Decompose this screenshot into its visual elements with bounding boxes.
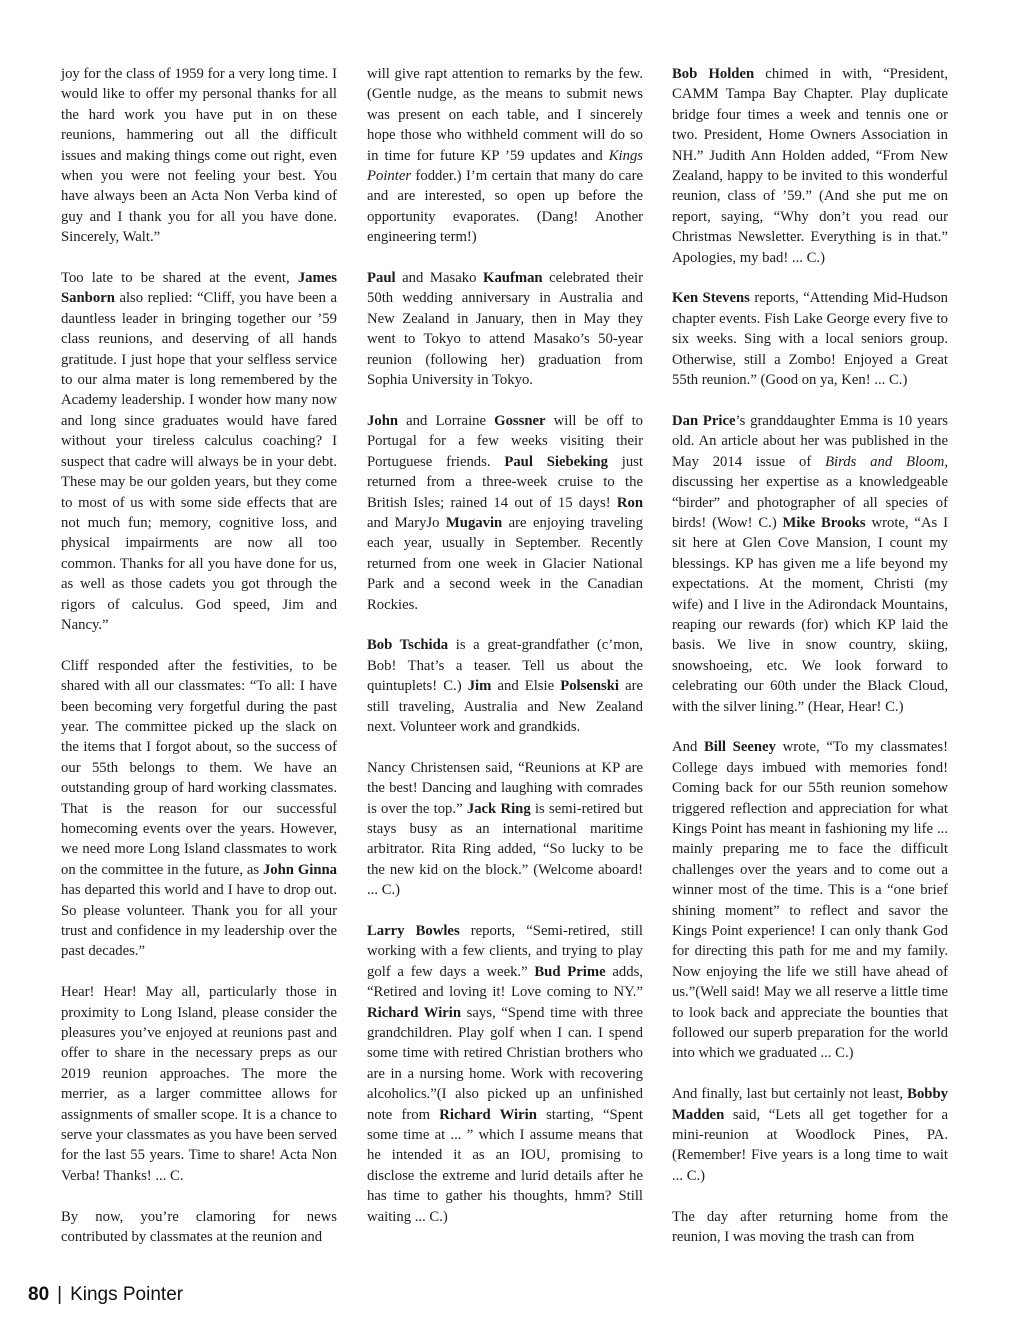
footer-separator: | [57,1284,63,1305]
italic-title: Birds and Bloom [825,453,945,470]
text-run: And finally, last but certainly not least, [672,1086,908,1103]
text-run: reports, “Attending Mid-Hudson chapter events. Fish Lake George every five to six weeks. Sing with a local seniors group. Otherwise, still a Zombo! Enjoyed a Great 55th reunion.” (Good on ya, Ken! ... C.) [672,290,949,389]
text-run: is a great-grandfather (c’mon, Bob! That’s a teaser. Tell us about the quintuplets! C.) [367,637,643,695]
name-highlight: John [367,412,399,429]
name-highlight: Dan Price [672,412,736,429]
text-run: and MaryJo [367,514,446,531]
name-highlight: Bobby Madden [672,1086,948,1123]
text-run: said, “Lets all get together for a mini-reunion at Woodlock Pines, PA. (Remember! Five years is a long time to wait ... C.) [672,1106,948,1184]
paragraph [61,268,337,635]
paragraph [367,268,643,390]
text-run: wrote, “To my classmates! College days imbued with memories fond! Coming back for our 55th reunion somehow triggered reflection and appreciation for what Kings Point has meant in fashioning my life ... mainly preparing me to face the difficult challenges over the years and to come out a winner most of the time. This is a “one brief shining moment” to reflect and savor the Kings Point experience! I can only thank God for directing this path for me and my family. Now enjoying the life we still have ahead of us.”(Well said! May we all reserve a little time to look back and appreciate the bounties that followed our superb preparation for the world into which we graduated ... C.) [672,739,948,1062]
name-highlight: Bill Seeney [703,739,776,756]
text-run: The day after returning home from the reunion, I was moving the trash can from [672,1208,948,1246]
name-highlight: Paul Siebeking [504,453,608,470]
publication-name: Kings Pointer [70,1284,184,1305]
text-column-1 [61,64,337,1248]
name-highlight: Jim [467,678,492,695]
name-highlight: James Sanborn [61,270,337,307]
text-run: also replied: “Cliff, you have been a dauntless leader in bringing together our ’59 class reunions, and deserving of all hands gratitude. I just hope that your selfless service to our alma mater is long remembered by the Academy leadership. I wonder how many now and long since graduates would have fared without your tireless calculus coaching? I suspect that cadre will always be in your debt. These may be our golden years, but they come to most of us with some side effects that are not much fun; memory, cognitive loss, and physical impairments are now all too common. Thanks for all you have done for us, as well as those cadets you got through the rigors of calculus. God speed, Jim and Nancy.” [61,290,337,633]
text-run: will be off to Portugal for a few weeks visiting their Portuguese friends. [367,412,643,470]
paragraph [367,64,643,248]
name-highlight: Jack Ring [466,800,531,817]
text-run: just returned from a three-week cruise to the British Isles; rained 14 out of 15 days! [367,453,643,511]
text-run: starting, “Spent some time at ... ” which I assume means that he intended it as an IOU, promising to disclose the extreme and lurid details after he has time to gather his thoughts, hmm? Still waiting ... C.) [367,1106,643,1225]
text-run: are still traveling, Australia and New Zealand next. Volunteer work and grandkids. [367,678,643,735]
text-column-2 [367,64,643,1227]
italic-title: Kings Pointer [367,147,643,185]
name-highlight: Larry Bowles [367,922,460,939]
text-run: , discussing her expertise as a knowledgeable “birder” and photographer of all species of birds! (Wow! C.) [672,453,948,531]
paragraph [672,288,948,390]
name-highlight: Mike Brooks [782,514,866,531]
text-run: Cliff responded after the festivities, to be shared with all our classmates: “To all: I have been becoming very forgetful during the past year. The committee picked up the slack on the items that I forgot about, so the success of our 55th belongs to them. We have an outstanding group of hard working classmates. That is the reason for our successful homecoming events over the years. However, we need more Long Island classmates to work on the committee in the future, as [61,657,337,878]
paragraph [672,737,948,1064]
page-number: 80 [28,1284,50,1305]
paragraph [367,758,643,901]
text-run: is semi-retired but stays busy as an international maritime arbitrator. Rita Ring added, “So lucky to be the new kid on the block.” (Welcome aboard! ... C.) [367,800,643,899]
name-highlight: Bob Tschida [367,637,449,654]
text-run: Hear! Hear! May all, particularly those in proximity to Long Island, please consider the pleasures you’ve enjoyed at reunions past and offer to share in the necessary preps as our 2019 reunion approaches. The more the merrier, as a larger committee allows for assignments of smaller scope. It is a chance to serve your classmates as you have been served for the last 55 years. Time to share! Acta Non Verba! Thanks! ... C. [61,984,337,1184]
text-run: ’s granddaughter Emma is 10 years old. An article about her was published in the May 2014 issue of [672,412,949,470]
text-run: will give rapt attention to remarks by the few. (Gentle nudge, as the means to submit news was present on each table, and I sincerely hope those who withheld comment will do so in time for future KP ’59 updates and [367,66,643,164]
name-highlight: Kaufman [483,270,543,287]
text-run: Nancy Christensen said, “Reunions at KP are the best! Dancing and laughing with comrades is over the top.” [367,759,643,817]
text-run: are enjoying traveling each year, usually in September. Recently returned from one week in Glacier National Park and a second week in the Canadian Rockies. [367,514,643,613]
text-run: and Elsie [491,678,561,695]
paragraph [61,1207,337,1248]
name-highlight: Richard Wirin [367,1004,462,1021]
text-run: chimed in with, “President, CAMM Tampa Bay Chapter. Play duplicate bridge four times a week and tennis one or two. President, Home Owners Association in NH.” Judith Ann Holden added, “From New Zealand, happy to be invited to this wonderful reunion, class of ’59.” (And she put me on report, saying, “Why don’t you read our Christmas Newsletter. Everything is in that.” Apologies, my bad! ... C.) [672,66,948,266]
text-run: and Masako [395,270,484,287]
text-run: celebrated their 50th wedding anniversary in Australia and New Zealand in January, then in May they went to Tokyo to attend Masako’s 50-year reunion (following her) graduation from Sophia University in Tokyo. [367,270,643,389]
name-highlight: Polsenski [560,678,619,695]
text-run: joy for the class of 1959 for a very long time. I would like to offer my personal thanks for all the hard work you have put in on these reunions, hammering out all the difficult issues and making things come out right, even when you were not feeling your best. You have always been an Acta Non Verba kind of guy and I thank you for all you have done. Sincerely, Walt.” [61,66,337,246]
paragraph [672,411,948,717]
paragraph [61,656,337,962]
name-highlight: Paul [367,270,396,287]
text-run: has departed this world and I have to drop out. So please volunteer. Thank you for all your trust and confidence in my leadership over the past decades.” [61,882,337,960]
paragraph [672,64,948,268]
paragraph [61,64,337,248]
name-highlight: Ron [616,494,643,511]
paragraph [61,982,337,1186]
name-highlight: Bob Holden [672,66,755,82]
text-column-3 [672,64,948,1247]
name-highlight: Bud Prime [534,963,606,980]
paragraph [672,1084,948,1186]
name-highlight: John Ginna [262,861,337,878]
name-highlight: Gossner [494,412,546,429]
name-highlight: Mugavin [445,514,503,531]
text-run: fodder.) I’m certain that many do care and are interested, so open up before the opportunity evaporates. (Dang! Another engineering term!) [367,168,643,246]
paragraph [367,921,643,1227]
text-run: reports, “Semi-retired, still working with a few clients, and trying to play golf a few days a week.” [367,922,643,980]
text-run: and Lorraine [398,412,495,429]
text-run: wrote, “As I sit here at Glen Cove Mansion, I count my blessings. KP has given me a life beyond my expectations. At the moment, Christi (my wife) and I live in the Adirondack Mountains, reaping our rewards (for) which KP laid the basis. We live in snow country, skiing, snowshoeing, etc. We look forward to celebrating our 60th under the Black Cloud, with the silver lining.” (Hear, Hear! C.) [672,514,948,715]
page-footer [28,1284,183,1306]
text-run: And [672,739,704,756]
name-highlight: Richard Wirin [439,1106,537,1123]
paragraph [367,411,643,615]
name-highlight: Ken Stevens [672,290,750,307]
text-run: By now, you’re clamoring for news contributed by classmates at the reunion and [61,1208,337,1246]
paragraph [367,635,643,737]
paragraph [672,1207,948,1248]
text-run: says, “Spend time with three grandchildren. Play golf when I can. I spend some time with retired Christian brothers who are in a nursing home. Work with recovering alcoholics.”(I also picked up an unfinished note from [367,1004,643,1123]
text-run: Too late to be shared at the event, [61,270,298,287]
text-run: adds, “Retired and loving it! Love coming to NY.” [367,963,643,1001]
